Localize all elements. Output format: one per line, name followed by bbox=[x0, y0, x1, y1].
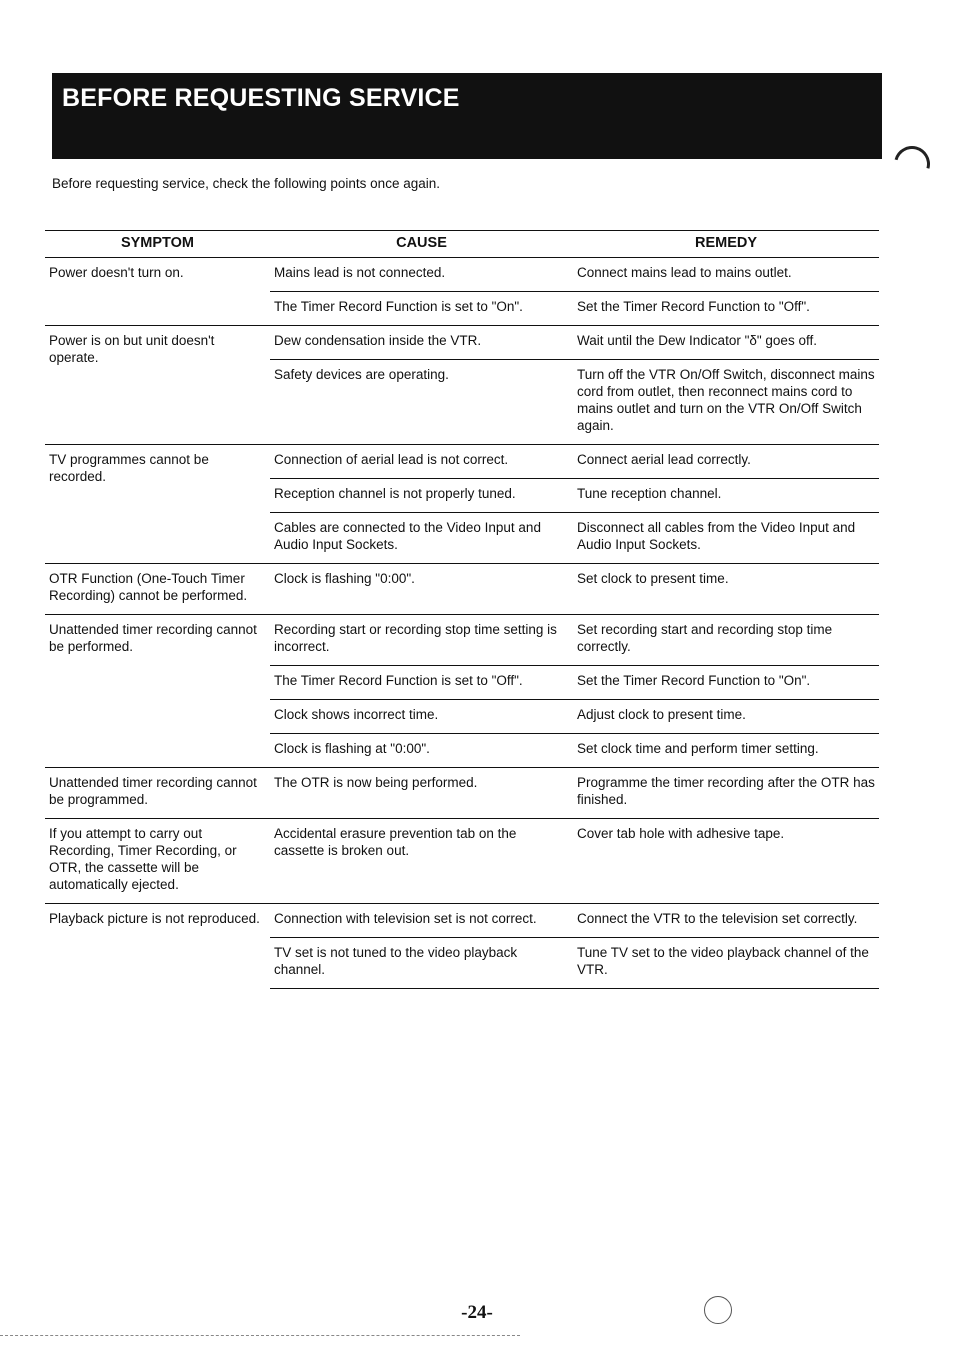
remedy-cell: Tune reception channel. bbox=[573, 479, 879, 513]
cause-cell: Mains lead is not connected. bbox=[274, 265, 446, 280]
cause-cell: TV set is not tuned to the video playback channel. bbox=[270, 938, 573, 989]
table-row bbox=[45, 819, 879, 904]
remedy-cell: Set clock to present time. bbox=[573, 564, 879, 615]
symptom-cell: Power is on but unit doesn't operate. bbox=[45, 326, 270, 445]
cause-cell: Clock shows incorrect time. bbox=[270, 700, 573, 734]
cause-cell: The OTR is now being performed. bbox=[270, 768, 573, 819]
remedy-cell: Connect aerial lead correctly. bbox=[573, 445, 879, 479]
remedy-cell: Turn off the VTR On/Off Switch, disconnect mains cord from outlet, then reconnect mains cord to mains outlet and turn on the VTR On/Off Switch again. bbox=[573, 360, 879, 445]
cause-cell: Cables are connected to the Video Input and Audio Input Sockets. bbox=[270, 513, 573, 564]
binder-hole-icon bbox=[704, 1296, 732, 1324]
remedy-cell: Set the Timer Record Function to "Off". bbox=[573, 292, 879, 326]
remedy-cell: Set the Timer Record Function to "On". bbox=[573, 666, 879, 700]
corner-mark-icon bbox=[887, 139, 936, 188]
cause-cell: Connection with television set is not correct. bbox=[270, 904, 573, 938]
symptom-cell: If you attempt to carry out Recording, Timer Recording, or OTR, the cassette will be automatically ejected. bbox=[45, 819, 270, 904]
symptom-cell: TV programmes cannot be recorded. bbox=[45, 445, 270, 564]
table-row bbox=[45, 258, 879, 292]
remedy-cell: Disconnect all cables from the Video Input and Audio Input Sockets. bbox=[573, 513, 879, 564]
column-header-cause: CAUSE bbox=[270, 231, 573, 258]
symptom-cell: Power doesn't turn on. bbox=[49, 265, 184, 280]
remedy-cell: Set clock time and perform timer setting. bbox=[573, 734, 879, 768]
column-header-remedy: REMEDY bbox=[573, 231, 879, 258]
cause-cell: Accidental erasure prevention tab on the cassette is broken out. bbox=[270, 819, 573, 904]
troubleshooting-table bbox=[45, 230, 879, 989]
cause-cell: Safety devices are operating. bbox=[270, 360, 573, 445]
table-row bbox=[45, 326, 879, 360]
symptom-cell: OTR Function (One-Touch Timer Recording) cannot be performed. bbox=[45, 564, 270, 615]
remedy-cell: Wait until the Dew Indicator "δ" goes off. bbox=[573, 326, 879, 360]
page-edge-divider bbox=[0, 1335, 520, 1336]
table-row bbox=[45, 768, 879, 819]
symptom-cell: Unattended timer recording cannot be performed. bbox=[45, 615, 270, 768]
remedy-cell: Cover tab hole with adhesive tape. bbox=[573, 819, 879, 904]
cause-cell: Clock is flashing "0:00". bbox=[270, 564, 573, 615]
cause-cell: The Timer Record Function is set to "Off". bbox=[270, 666, 573, 700]
table-header-row bbox=[45, 231, 879, 258]
column-header-symptom: SYMPTOM bbox=[45, 231, 270, 258]
table-row bbox=[45, 904, 879, 938]
table-body bbox=[45, 258, 879, 989]
cause-cell: The Timer Record Function is set to "On". bbox=[270, 292, 573, 326]
table-row bbox=[45, 445, 879, 479]
cause-cell: Dew condensation inside the VTR. bbox=[270, 326, 573, 360]
cause-cell: Reception channel is not properly tuned. bbox=[270, 479, 573, 513]
remedy-cell: Adjust clock to present time. bbox=[573, 700, 879, 734]
intro-text: Before requesting service, check the following points once again. bbox=[52, 176, 440, 191]
symptom-cell: Playback picture is not reproduced. bbox=[45, 904, 270, 989]
cause-cell: Recording start or recording stop time setting is incorrect. bbox=[270, 615, 573, 666]
page-title: BEFORE REQUESTING SERVICE bbox=[62, 84, 460, 112]
remedy-cell: Set recording start and recording stop time correctly. bbox=[573, 615, 879, 666]
table-row bbox=[45, 564, 879, 615]
table-row bbox=[45, 615, 879, 666]
remedy-cell: Tune TV set to the video playback channel of the VTR. bbox=[573, 938, 879, 989]
remedy-cell: Connect mains lead to mains outlet. bbox=[577, 265, 792, 280]
cause-cell: Clock is flashing at "0:00". bbox=[270, 734, 573, 768]
remedy-cell: Connect the VTR to the television set correctly. bbox=[573, 904, 879, 938]
header-bar bbox=[52, 73, 882, 159]
remedy-cell: Programme the timer recording after the OTR has finished. bbox=[573, 768, 879, 819]
symptom-cell: Unattended timer recording cannot be programmed. bbox=[45, 768, 270, 819]
page-number: -24- bbox=[461, 1302, 493, 1323]
cause-cell: Connection of aerial lead is not correct. bbox=[270, 445, 573, 479]
